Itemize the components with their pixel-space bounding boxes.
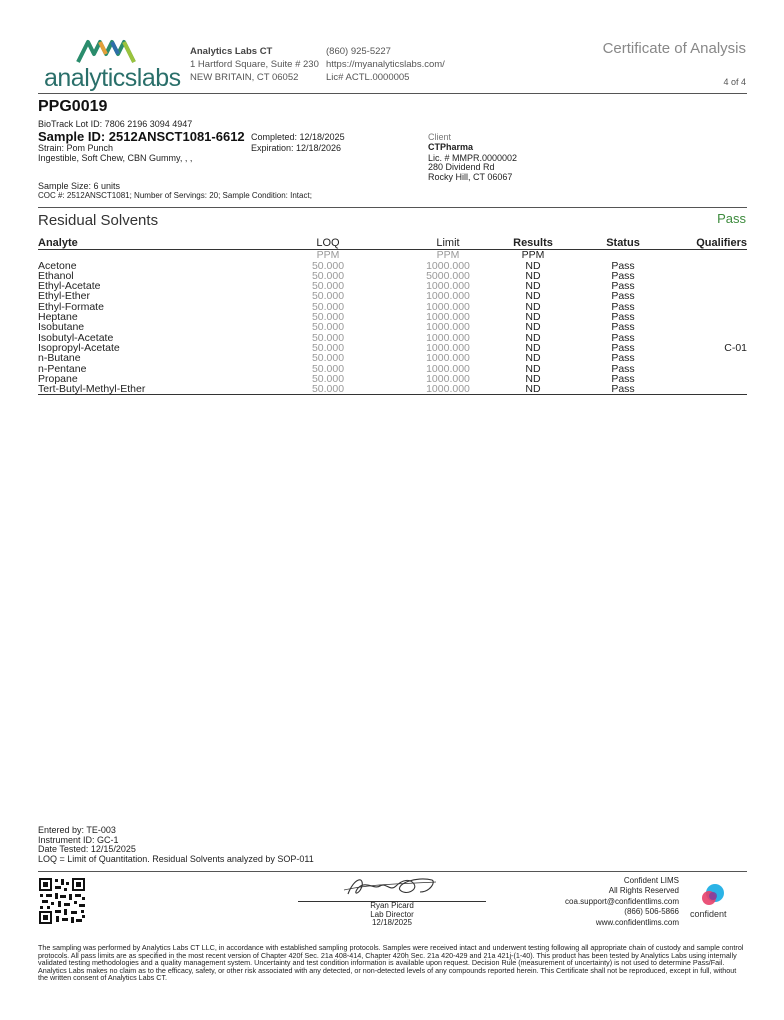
qr-code-icon[interactable] <box>38 877 86 925</box>
status-cell: Pass <box>611 259 635 272</box>
lab-website-link[interactable]: https://myanalyticslabs.com/ <box>326 59 445 70</box>
loq-cell: 50.000 <box>311 362 345 375</box>
coc-info: COC #: 2512ANSCT1081; Number of Servings: 20; Sample Condition: Intact; <box>38 191 312 200</box>
confident-wordmark: confident <box>690 909 727 919</box>
loq-cell: 50.000 <box>311 290 345 303</box>
lab-address-1: 1 Hartford Square, Suite # 230 <box>190 59 319 70</box>
limit-cell: 1000.000 <box>426 311 470 324</box>
status-cell: Pass <box>568 384 678 395</box>
entered-by: Entered by: TE-003 <box>38 825 116 835</box>
biotrack-lot-id: BioTrack Lot ID: 7806 2196 3094 4947 <box>38 119 193 129</box>
analyte-cell: Isopropyl-Acetate <box>38 341 120 354</box>
table-row <box>38 333 747 343</box>
analyte-cell: Ethyl-Formate <box>38 300 104 313</box>
sample-id: Sample ID: 2512ANSCT1081-6612 <box>38 129 245 144</box>
expiration-date: Expiration: 12/18/2026 <box>251 143 342 153</box>
lims-email-link[interactable]: coa.support@confidentlims.com <box>565 896 679 906</box>
qualifier-cell <box>678 261 747 271</box>
results-unit: PPM <box>521 249 545 262</box>
result-cell: ND <box>525 321 541 334</box>
table-row <box>38 302 747 312</box>
col-limit: Limit <box>398 238 498 250</box>
logo-text-analytics: analytics <box>44 64 137 92</box>
result-cell: ND <box>498 384 568 395</box>
qualifier-cell <box>678 291 747 301</box>
result-cell: ND <box>525 331 541 344</box>
result-cell: ND <box>525 259 541 272</box>
residual-solvents-table <box>38 238 747 395</box>
strain: Strain: Pom Punch <box>38 143 114 153</box>
qualifier-cell <box>678 353 747 363</box>
status-cell: Pass <box>611 362 635 375</box>
limit-cell: 1000.000 <box>426 362 470 375</box>
loq-cell: 50.000 <box>311 331 345 344</box>
sign-date: 12/18/2025 <box>371 918 413 927</box>
sample-matrix: Ingestible, Soft Chew, CBN Gummy, , , <box>38 153 193 163</box>
client-name: CTPharma <box>428 142 474 152</box>
col-analyte: Analyte <box>38 238 258 250</box>
limit-cell: 1000.000 <box>426 300 470 313</box>
analyte-cell: Propane <box>38 372 78 385</box>
limit-cell: 1000.000 <box>426 372 470 385</box>
table-row <box>38 343 747 353</box>
lims-phone: (866) 506-5866 <box>624 907 679 917</box>
loq-cell: 50.000 <box>311 259 345 272</box>
status-cell: Pass <box>611 331 635 344</box>
analyte-cell: n-Butane <box>38 352 81 365</box>
section-divider <box>38 207 747 208</box>
table-row <box>38 261 747 271</box>
status-cell: Pass <box>611 372 635 385</box>
lab-contact <box>326 45 445 84</box>
disclaimer-text: The sampling was performed by Analytics Labs CT LLC, in accordance with established sampling protocols. Samples were received intact and underwent testing following all appropriate chain of custody and sample control protocols. All pass limits are as specified in the most recent version of Chapter 420f Sec. 21a 408-414, Chapter 420h Sec. 21a 420-429 and 21a 421j-(1-40). This product has been tested by Analytics Labs using internally validated testing methodologies and a quality management system. Uncertainty and test condition information is available upon request. Decision Rule (measurement of uncertainty) is not used to determine Pass/Fail. Analytics Labs makes no claim as to the efficacy, safety, or other risk associated with any detected, or non-detected levels of any compounds reported herein. This Certificate shall not be reproduced, except in full, without the written consent of Analytics Labs CT. <box>38 943 744 983</box>
result-cell: ND <box>525 341 541 354</box>
result-cell: ND <box>525 362 541 375</box>
status-cell: Pass <box>611 321 635 334</box>
qualifier-cell <box>678 364 747 374</box>
limit-cell: 1000.000 <box>426 290 470 303</box>
header-divider <box>38 93 747 94</box>
units-row <box>38 250 747 261</box>
loq-cell: 50.000 <box>311 269 345 282</box>
analyte-cell: Tert-Butyl-Methyl-Ether <box>38 384 258 395</box>
signer-name: Ryan Picard <box>370 901 414 910</box>
col-results: Results <box>498 238 568 250</box>
page-number: 4 of 4 <box>723 77 746 87</box>
analyte-cell: n-Pentane <box>38 362 87 375</box>
lab-phone: (860) 925-5227 <box>326 46 391 57</box>
lab-address-2: NEW BRITAIN, CT 06052 <box>190 72 299 83</box>
status-cell: Pass <box>611 269 635 282</box>
table-row <box>38 271 747 281</box>
limit-cell: 1000.000 <box>426 341 470 354</box>
date-tested: Date Tested: 12/15/2025 <box>38 844 136 855</box>
completed-date: Completed: 12/18/2025 <box>251 132 345 142</box>
loq-note: LOQ = Limit of Quantitation. Residual Solvents analyzed by SOP-011 <box>38 854 314 865</box>
signer-title: Lab Director <box>370 909 414 919</box>
qualifier-cell <box>678 322 747 332</box>
limit-cell: 1000.000 <box>426 280 470 293</box>
result-cell: ND <box>525 290 541 303</box>
analyte-cell: Isobutyl-Acetate <box>38 331 114 344</box>
limit-cell: 1000.000 <box>398 384 498 395</box>
analyte-cell: Acetone <box>38 259 77 272</box>
signature-block <box>298 902 486 928</box>
lims-info <box>565 876 679 928</box>
confident-logo-icon <box>700 882 726 908</box>
status-cell: Pass <box>611 300 635 313</box>
client-label: Client <box>428 132 452 142</box>
limit-cell: 1000.000 <box>426 321 470 334</box>
client-address-2: Rocky Hill, CT 06067 <box>428 172 513 182</box>
analyte-cell: Ethyl-Ether <box>38 290 90 303</box>
analyte-cell: Isobutane <box>38 321 85 334</box>
limit-unit: PPM <box>436 249 460 262</box>
logo-text-labs: labs <box>136 64 181 92</box>
loq-cell: 50.000 <box>311 311 345 324</box>
logo-wordmark <box>44 64 181 93</box>
qualifier-cell <box>678 312 747 322</box>
section-status-badge: Pass <box>717 211 746 226</box>
footer-notes <box>38 826 314 865</box>
loq-cell: 50.000 <box>311 341 345 354</box>
table-row <box>38 353 747 363</box>
lims-name: Confident LIMS <box>623 876 679 885</box>
analyte-cell: Ethyl-Acetate <box>38 280 101 293</box>
client-address-1: 280 Dividend Rd <box>428 162 495 172</box>
analyte-cell: Ethanol <box>38 269 74 282</box>
table-header-row <box>38 238 747 250</box>
analytics-labs-logo-icon <box>76 38 144 64</box>
status-cell: Pass <box>611 311 635 324</box>
loq-cell: 50.000 <box>311 300 345 313</box>
analyte-cell: Heptane <box>38 311 78 324</box>
loq-cell: 50.000 <box>311 352 345 365</box>
result-cell: ND <box>525 280 541 293</box>
col-status: Status <box>568 238 678 250</box>
table-row <box>38 291 747 301</box>
lab-info <box>190 45 319 84</box>
table-row <box>38 312 747 322</box>
qualifier-cell <box>678 271 747 281</box>
qualifier-cell <box>678 384 747 395</box>
section-title: Residual Solvents <box>38 212 159 229</box>
status-cell: Pass <box>611 352 635 365</box>
document-title: Certificate of Analysis <box>602 40 746 57</box>
table-row <box>38 281 747 291</box>
status-cell: Pass <box>611 290 635 303</box>
result-cell: ND <box>525 352 541 365</box>
col-qualifiers: Qualifiers <box>678 238 747 250</box>
limit-cell: 1000.000 <box>426 331 470 344</box>
table-row <box>38 384 747 395</box>
result-cell: ND <box>525 269 541 282</box>
signature-image <box>340 872 440 902</box>
result-cell: ND <box>525 311 541 324</box>
lab-name: Analytics Labs CT <box>190 46 273 57</box>
limit-cell: 1000.000 <box>426 352 470 365</box>
col-loq: LOQ <box>258 238 398 250</box>
qualifier-cell <box>678 374 747 384</box>
lims-rights: All Rights Reserved <box>608 886 679 896</box>
loq-cell: 50.000 <box>311 321 345 334</box>
status-cell: Pass <box>611 280 635 293</box>
loq-cell: 50.000 <box>311 372 345 385</box>
loq-cell: 50.000 <box>311 280 345 293</box>
sample-code: PPG0019 <box>38 98 108 115</box>
lab-license: Lic# ACTL.0000005 <box>326 72 410 83</box>
status-cell: Pass <box>611 341 635 354</box>
table-row <box>38 322 747 332</box>
loq-cell: 50.000 <box>258 384 398 395</box>
result-cell: ND <box>525 300 541 313</box>
lims-website-link[interactable]: www.confidentlims.com <box>595 917 679 927</box>
qualifier-cell <box>678 302 747 312</box>
result-cell: ND <box>525 372 541 385</box>
limit-cell: 1000.000 <box>426 259 470 272</box>
loq-unit: PPM <box>316 249 340 262</box>
client-license: Lic. # MMPR.0000002 <box>428 153 518 163</box>
qualifier-cell: C-01 <box>724 341 747 354</box>
sample-size: Sample Size: 6 units <box>38 181 121 191</box>
instrument-id: Instrument ID: GC-1 <box>38 834 119 845</box>
qualifier-cell <box>678 281 747 291</box>
limit-cell: 5000.000 <box>426 269 470 282</box>
table-row <box>38 364 747 374</box>
